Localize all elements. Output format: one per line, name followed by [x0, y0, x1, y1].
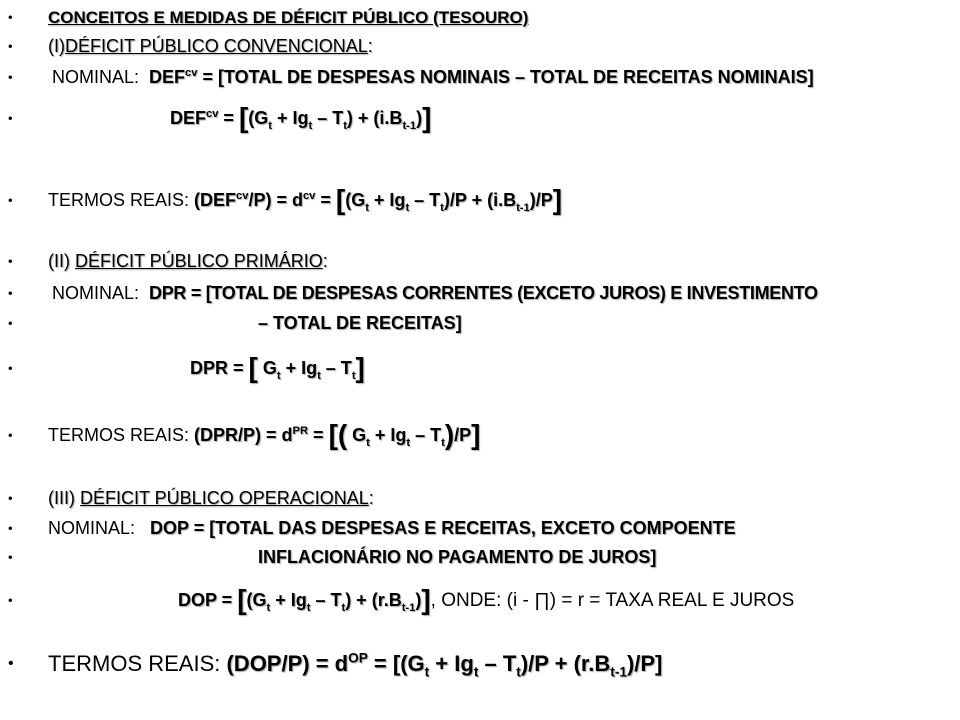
subscript: t-1 — [401, 601, 416, 614]
real-terms-label: TERMOS REAIS: — [48, 651, 227, 676]
term: /P) = d — [248, 190, 303, 211]
subscript: t — [317, 369, 321, 382]
term: – T — [310, 590, 342, 611]
subscript: t-1 — [402, 119, 417, 132]
bullet: • — [8, 110, 13, 126]
def-superscript: cv — [185, 67, 198, 79]
superscript: OP — [348, 650, 368, 666]
section-colon: : — [368, 488, 374, 508]
bracket-right: ] — [355, 351, 365, 383]
formula-real-convencional — [8, 180, 954, 220]
slide-line-title — [8, 6, 954, 28]
subscript: t — [516, 664, 521, 680]
section-title: DÉFICIT PÚBLICO CONVENCIONAL — [65, 36, 368, 56]
real-terms-label: TERMOS REAIS: — [48, 425, 195, 445]
subscript: t-1 — [610, 664, 627, 680]
term: (DOP/P) = d — [226, 651, 349, 676]
subscript: t — [276, 369, 281, 382]
term: + Ig — [270, 590, 307, 611]
term: (G — [246, 590, 267, 611]
term: ) — [415, 590, 422, 611]
subscript: t — [306, 601, 311, 614]
section-colon: : — [367, 36, 373, 56]
term: )/P + (r.B — [520, 651, 611, 676]
def-symbol: DEF — [149, 67, 186, 87]
formula-real-primario — [8, 415, 954, 455]
formula-dpr — [8, 348, 954, 388]
superscript: cv — [302, 190, 316, 203]
term: – T — [409, 190, 441, 211]
nominal-label: NOMINAL: — [52, 67, 150, 87]
subscript: t-1 — [516, 201, 530, 214]
term: (DEF — [194, 190, 237, 211]
formula-dop — [8, 580, 954, 620]
section-heading-primario — [8, 249, 954, 273]
bullet: • — [8, 285, 13, 301]
def-definition: = [TOTAL DE DESPESAS NOMINAIS – TOTAL DE RECEITAS NOMINAIS] — [197, 67, 814, 87]
bracket-left: [ — [238, 101, 249, 133]
term: (G — [248, 108, 269, 129]
term: /P — [454, 425, 472, 446]
term: ) — [416, 108, 423, 129]
section-prefix: (II) — [48, 251, 75, 271]
term: (DPR/P) = d — [194, 425, 293, 446]
bullet: • — [8, 592, 13, 608]
bullet: • — [8, 655, 14, 672]
term: G — [257, 358, 277, 379]
section-prefix: (III) — [48, 488, 80, 508]
subscript: t — [365, 201, 369, 214]
equals: = — [308, 425, 329, 446]
dop-definition: DOP = [TOTAL DAS DESPESAS E RECEITAS, EXCETO COMPOENTE — [150, 518, 736, 538]
term: DOP = — [178, 590, 238, 611]
formula-nominal-primario — [8, 280, 954, 306]
bracket-right: ] — [471, 418, 481, 450]
formula-nominal-operacional — [8, 515, 954, 541]
bullet: • — [8, 360, 13, 376]
term: – T — [410, 425, 442, 446]
subscript: t — [473, 664, 479, 680]
equals: = — [218, 108, 239, 129]
formula-nominal-convencional — [8, 64, 954, 90]
subscript: t — [441, 436, 445, 449]
term: )/P] — [626, 651, 663, 676]
term: – T — [478, 651, 517, 676]
subscript: t — [341, 601, 346, 614]
bullet: • — [8, 69, 13, 85]
bullet: • — [8, 38, 13, 54]
term: + Ig — [429, 651, 474, 676]
formula-real-operacional — [8, 646, 954, 682]
subscript: t — [405, 201, 410, 214]
bracket-left: [ — [237, 583, 247, 615]
section-heading-operacional — [8, 486, 954, 510]
term: = [(G — [367, 651, 425, 676]
section-colon: : — [322, 251, 328, 271]
def-symbol: DEF — [170, 108, 206, 129]
subscript: t — [266, 601, 271, 614]
term: + Ig — [368, 190, 406, 211]
subscript: t — [351, 369, 356, 382]
bullet: • — [8, 9, 13, 25]
bullet: • — [8, 253, 13, 269]
term: + Ig — [280, 358, 318, 379]
term: (G — [345, 190, 366, 211]
superscript: PR — [292, 425, 309, 438]
dpr-definition: DPR = [TOTAL DE DESPESAS CORRENTES (EXCETO JUROS) E INVESTIMENTO — [149, 283, 818, 303]
subscript: t — [268, 119, 272, 132]
subscript: t — [424, 664, 430, 680]
nominal-label: NOMINAL: — [52, 283, 150, 303]
formula-def-cv — [8, 98, 954, 138]
bracket-left: [( — [328, 418, 348, 450]
subscript: t — [308, 119, 313, 132]
bullet: • — [8, 315, 13, 331]
dpr-definition-cont: – TOTAL DE RECEITAS] — [258, 313, 462, 333]
real-rate-note: , ONDE: (i - ∏) = r = TAXA REAL E JUROS — [430, 589, 795, 611]
term: DPR = — [190, 358, 249, 379]
nominal-label: NOMINAL: — [48, 518, 151, 538]
bullet: • — [8, 427, 13, 443]
bullet: • — [8, 549, 13, 565]
subscript: t — [406, 436, 411, 449]
term: – T — [312, 108, 344, 129]
bracket-right: ] — [552, 183, 563, 215]
term: ) + (r.B — [345, 590, 402, 611]
term: )/P + (i.B — [443, 190, 517, 211]
bracket-left: [ — [335, 183, 346, 215]
bullet: • — [8, 490, 13, 506]
term: + Ig — [271, 108, 309, 129]
subscript: t — [440, 201, 444, 214]
section-heading-convencional — [8, 34, 954, 58]
section-title: DÉFICIT PÚBLICO PRIMÁRIO — [75, 251, 323, 271]
dop-definition-cont: INFLACIONÁRIO NO PAGAMENTO DE JUROS] — [258, 547, 657, 567]
term: G — [347, 425, 367, 446]
formula-nominal-operacional-cont — [8, 544, 954, 570]
bracket-left: [ — [248, 351, 258, 383]
equals: = — [315, 190, 336, 211]
term: ) + (i.B — [346, 108, 403, 129]
section-prefix: (I) — [48, 36, 65, 56]
term: )/P — [529, 190, 553, 211]
bracket-right: ] — [421, 583, 431, 615]
subscript: t — [366, 436, 370, 449]
main-title: CONCEITOS E MEDIDAS DE DÉFICIT PÚBLICO (TESOURO) — [48, 7, 529, 27]
real-terms-label: TERMOS REAIS: — [48, 190, 195, 210]
bullet: • — [8, 192, 13, 208]
paren-right: ) — [444, 418, 455, 450]
superscript: cv — [236, 190, 249, 203]
term: – T — [320, 358, 352, 379]
bullet: • — [8, 520, 13, 536]
formula-nominal-primario-cont — [8, 310, 954, 336]
term: + Ig — [369, 425, 407, 446]
bracket-right: ] — [422, 101, 432, 133]
section-title: DÉFICIT PÚBLICO OPERACIONAL — [80, 488, 369, 508]
subscript: t — [343, 119, 347, 132]
def-superscript: cv — [206, 108, 219, 121]
